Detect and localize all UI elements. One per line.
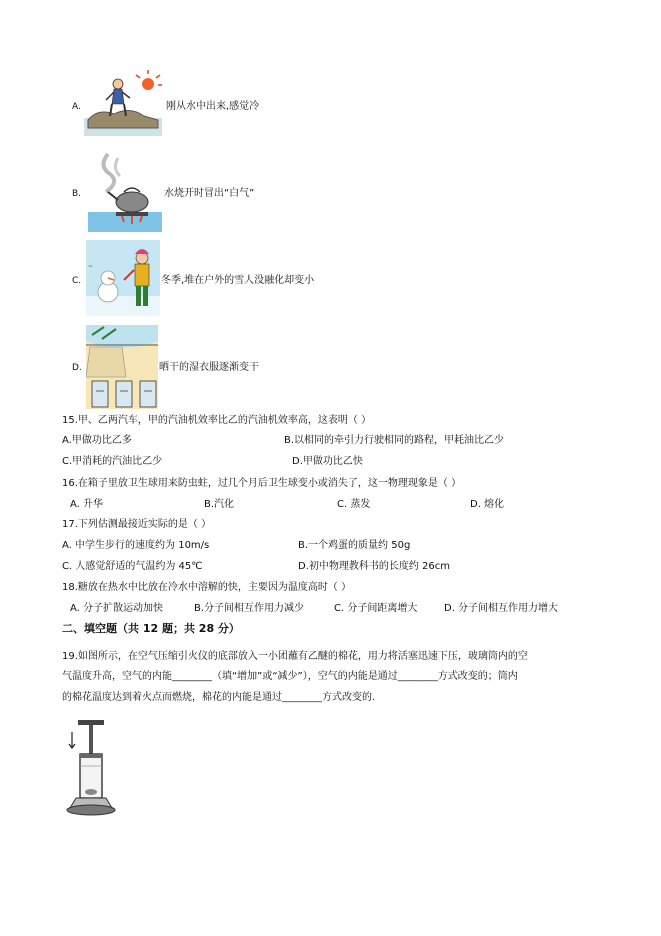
q17-option-b: B.一个鸡蛋的质量约 50g — [298, 540, 411, 551]
option-a-letter: A. — [72, 102, 81, 112]
snowman-with-child-illustration — [86, 240, 160, 316]
q18-option-b: B.分子间相互作用力减少 — [194, 603, 305, 614]
q18-stem: 18.糖放在热水中比放在冷水中溶解的快，主要因为温度高时（ ） — [62, 582, 352, 593]
swimmer-image — [84, 70, 162, 136]
option-c-text: 冬季,堆在户外的雪人没融化却变小 — [161, 275, 315, 286]
q16-option-a: A. 升华 — [70, 499, 104, 510]
section-heading-fill-in: 二、填空题（共 12 题；共 28 分） — [62, 622, 240, 635]
q15-option-a: A.甲做功比乙多 — [62, 435, 132, 446]
q16-stem: 16.在箱子里放卫生球用来防虫蛀，过几个月后卫生球变小或消失了，这一物理现象是（ ） — [62, 478, 462, 489]
q17-option-d: D.初中物理教科书的长度约 26cm — [298, 561, 451, 572]
kettle-steaming-illustration — [88, 152, 162, 232]
option-b-letter: B. — [72, 189, 82, 199]
q17-option-c: C. 人感觉舒适的气温约为 45℃ — [62, 561, 203, 572]
snowman-image — [86, 240, 160, 316]
q18-option-d: D. 分子间相互作用力增大 — [444, 603, 559, 614]
svg-text:~: ~ — [88, 263, 94, 270]
q19-line-1: 19.如图所示，在空气压缩引火仪的底部放入一小团蘸有乙醚的棉花，用力将活塞迅速下压，玻璃筒内的空 — [62, 651, 528, 662]
air-compression-igniter-illustration — [64, 718, 118, 818]
q17-option-a: A. 中学生步行的速度约为 10m/s — [62, 540, 210, 551]
q19-line-3: 的棉花温度达到着火点而燃烧，棉花的内能是通过________方式改变的. — [62, 692, 376, 703]
clothes-drying-illustration — [86, 325, 158, 409]
q15-option-b: B.以相同的牵引力行驶相同的路程，甲耗油比乙少 — [284, 435, 505, 446]
option-b-text: 水烧开时冒出“白气” — [164, 188, 255, 199]
q16-option-c: C. 蒸发 — [337, 499, 371, 510]
igniter-image — [64, 718, 118, 818]
q18-option-a: A. 分子扩散运动加快 — [70, 603, 164, 614]
option-d-letter: D. — [72, 363, 82, 373]
option-d-text: 晒干的湿衣服逐渐变干 — [159, 362, 259, 373]
option-c-letter: C. — [72, 276, 82, 286]
q17-stem: 17.下列估测最接近实际的是（ ） — [62, 519, 212, 530]
kettle-image — [88, 152, 162, 232]
q19-line-2: 气温度升高，空气的内能________（填“增加”或“减少”），空气的内能是通过________方式改变的；筒内 — [62, 671, 518, 682]
q18-option-c: C. 分子间距离增大 — [334, 603, 418, 614]
clothes-drying-image — [86, 325, 158, 409]
q15-option-d: D.甲做功比乙快 — [292, 456, 363, 467]
q15-option-c: C.甲消耗的汽油比乙少 — [62, 456, 163, 467]
q15-stem: 15.甲、乙两汽车，甲的汽油机效率比乙的汽油机效率高，这表明（ ） — [62, 415, 372, 426]
swimmer-on-rock-illustration — [84, 70, 162, 136]
q16-option-d: D. 熔化 — [470, 499, 505, 510]
option-a-text: 刚从水中出来,感觉冷 — [166, 101, 260, 112]
q16-option-b: B.汽化 — [204, 499, 235, 510]
